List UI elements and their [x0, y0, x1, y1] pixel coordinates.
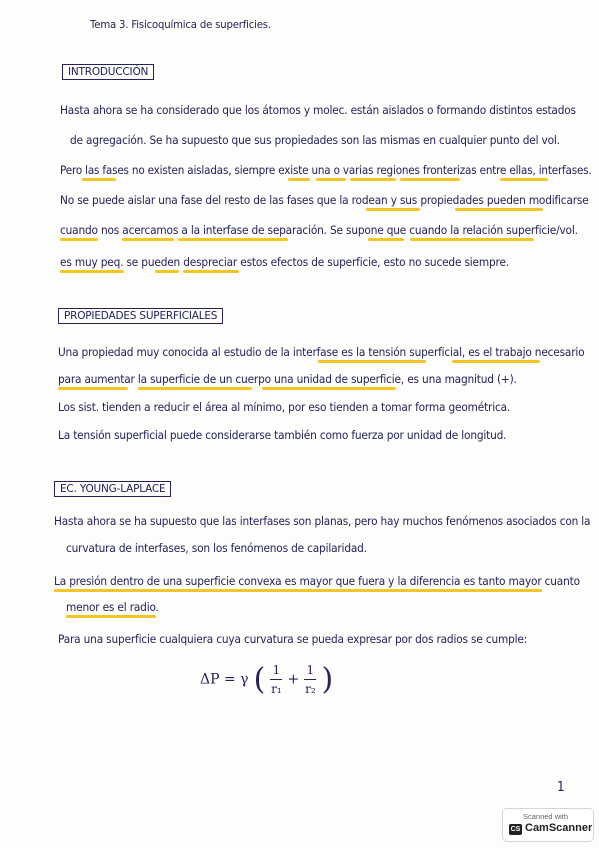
page-title: Tema 3. Fisicoquímica de superficies. — [90, 18, 271, 31]
watermark-name: CamScanner — [525, 822, 593, 834]
highlight-relacion-superficie — [410, 238, 534, 241]
laplace-line-3: La presión dentro de una superficie convexa es mayor que fuera y la diferencia es tanto mayor cuanto — [54, 574, 580, 588]
highlight-unidad-superficie — [262, 387, 396, 390]
highlight-tension-superficial — [318, 360, 426, 363]
highlight-regiones — [350, 178, 396, 181]
highlight-cuando-2 — [368, 238, 404, 241]
highlight-pueden — [155, 270, 179, 273]
highlight-cuando — [60, 238, 98, 241]
camscanner-logo-icon: CS — [510, 826, 521, 833]
watermark-top-text: Scanned with — [523, 812, 569, 821]
intro-line-3: Pero las fases no existen aisladas, siempre existe una o varias regiones fronterizas entre ellas, interfases. — [60, 163, 592, 177]
intro-line-4: No se puede aislar una fase del resto de las fases que la rodean y sus propiedades pueden modificarse — [60, 193, 589, 207]
highlight-fronterizas — [400, 178, 460, 181]
laplace-line-2: curvatura de interfases, son los fenómenos de capilaridad. — [66, 541, 367, 555]
formula-fraction-2 — [304, 663, 316, 696]
intro-line-6: es muy peq. se pueden despreciar estos efectos de superficie, esto no sucede siempre. — [60, 255, 509, 269]
highlight-trabajo-necesario — [452, 360, 540, 363]
formula-open-paren: ( — [253, 662, 266, 697]
section-heading-introduccion: INTRODUCCIÓN — [62, 64, 154, 80]
highlight-es-muy-peq — [60, 270, 124, 273]
fraction-bar-2 — [304, 679, 316, 680]
highlight-fases — [82, 178, 116, 181]
prop-line-3: Los sist. tienden a reducir el área al mínimo, por eso tienden a tomar forma geométrica. — [58, 400, 511, 414]
intro-line-1: Hasta ahora se ha considerado que los átomos y molec. están aislados o formando distintos estados — [60, 103, 576, 117]
formula-den-1: r₁ — [271, 682, 282, 697]
formula-close-paren: ) — [321, 662, 334, 697]
page-number: 1 — [557, 780, 565, 795]
formula-num-2: 1 — [306, 662, 315, 677]
highlight-modificarse — [455, 208, 543, 211]
laplace-line-1: Hasta ahora se ha supuesto que las interfases son planas, pero hay muchos fenómenos asociados con la — [54, 514, 591, 528]
prop-line-2: para aumentar la superficie de un cuerpo una unidad de superficie, es una magnitud (+). — [58, 372, 517, 386]
highlight-menor-radio — [66, 615, 156, 618]
prop-line-4: La tensión superficial puede considerarse también como fuerza por unidad de longitud. — [58, 428, 507, 442]
fraction-bar-1 — [270, 679, 282, 680]
formula-lhs: ΔP = γ — [200, 671, 249, 688]
highlight-presion-line — [54, 589, 542, 592]
intro-line-2: de agregación. Se ha supuesto que sus propiedades son las mismas en cualquier punto del vol. — [70, 133, 560, 147]
highlight-propiedades — [366, 208, 420, 211]
section-heading-propiedades: PROPIEDADES SUPERFICIALES — [58, 308, 223, 324]
formula-den-2: r₂ — [305, 682, 316, 697]
young-laplace-formula — [200, 662, 333, 697]
camscanner-watermark — [502, 808, 594, 842]
intro-line-5: cuando nos acercamos a la interfase de separación. Se supone que cuando la relación superficie/vol. — [60, 223, 578, 237]
laplace-line-4: menor es el radio. — [66, 600, 159, 614]
highlight-interfase-separacion — [178, 238, 288, 241]
formula-fraction-1 — [270, 663, 282, 696]
highlight-despreciar — [183, 270, 239, 273]
section-heading-young-laplace: EC. YOUNG-LAPLACE — [54, 481, 171, 497]
highlight-superficie-cuerpo — [138, 387, 252, 390]
highlight-acercamos — [122, 238, 174, 241]
formula-plus: + — [287, 671, 300, 688]
laplace-line-5: Para una superficie cualquiera cuya curvatura se pueda expresar por dos radios se cumple: — [58, 632, 528, 646]
formula-num-1: 1 — [272, 662, 281, 677]
highlight-una — [288, 178, 310, 181]
prop-line-1: Una propiedad muy conocida al estudio de la interfase es la tensión superficial, es el trabajo necesario — [58, 345, 585, 359]
highlight-para-aumentar — [58, 387, 128, 390]
highlight-interfases — [500, 178, 548, 181]
highlight-varias — [316, 178, 346, 181]
